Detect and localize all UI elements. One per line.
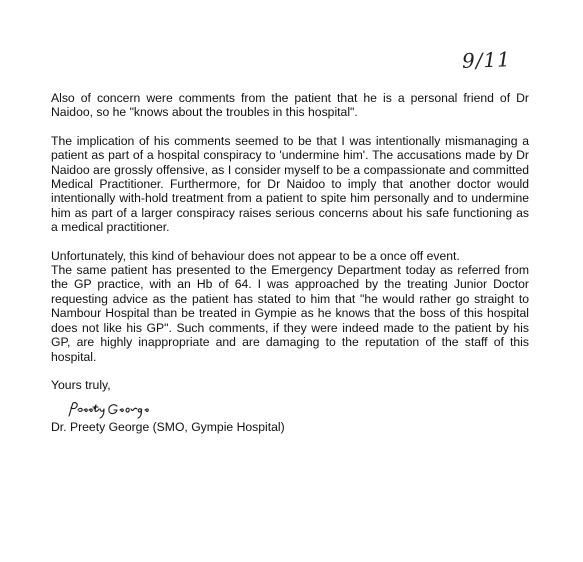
paragraph-implication: The implication of his comments seemed to be that I was intentionally mismanaging a patient as part of a hospital conspiracy to 'undermine him'. The accusations made by Dr Naidoo are grossly offensive, as I consider myself to be a compassionate and committed Medical Practitioner. Furthermore, for Dr Naidoo to imply that another doctor would intentionally with-hold treatment from a patient to spite him personally and to undermine him as part of a larger conspiracy raises serious concerns about his safe functioning as a medical practitioner. bbox=[51, 133, 529, 235]
paragraph-concern: Also of concern were comments from the patient that he is a personal friend of Dr Naidoo, so he "knows about the troubles in this hospital". bbox=[51, 91, 529, 120]
letter-body bbox=[51, 91, 529, 435]
paragraph-patient-presentation: The same patient has presented to the Emergency Department today as referred from the GP practice, with an Hb of 64. I was approached by the treating Junior Doctor requesting advice as the patient has stated to him that "he would rather go straight to Nambour Hospital than be treated in Gympie as he knows that the boss of this hospital does not like his GP". Such comments, if they were indeed made to the patient by his GP, are highly inappropriate and are damaging to the reputation of the staff of this hospital. bbox=[51, 263, 529, 364]
closing-salutation: Yours truly, bbox=[51, 377, 111, 392]
handwritten-signature bbox=[65, 400, 185, 420]
signatory-name: Dr. Preety George (SMO, Gympie Hospital) bbox=[51, 420, 285, 435]
page-number: 9/11 bbox=[461, 47, 512, 73]
paragraph-behaviour: Unfortunately, this kind of behaviour does not appear to be a once off event. bbox=[51, 248, 460, 263]
